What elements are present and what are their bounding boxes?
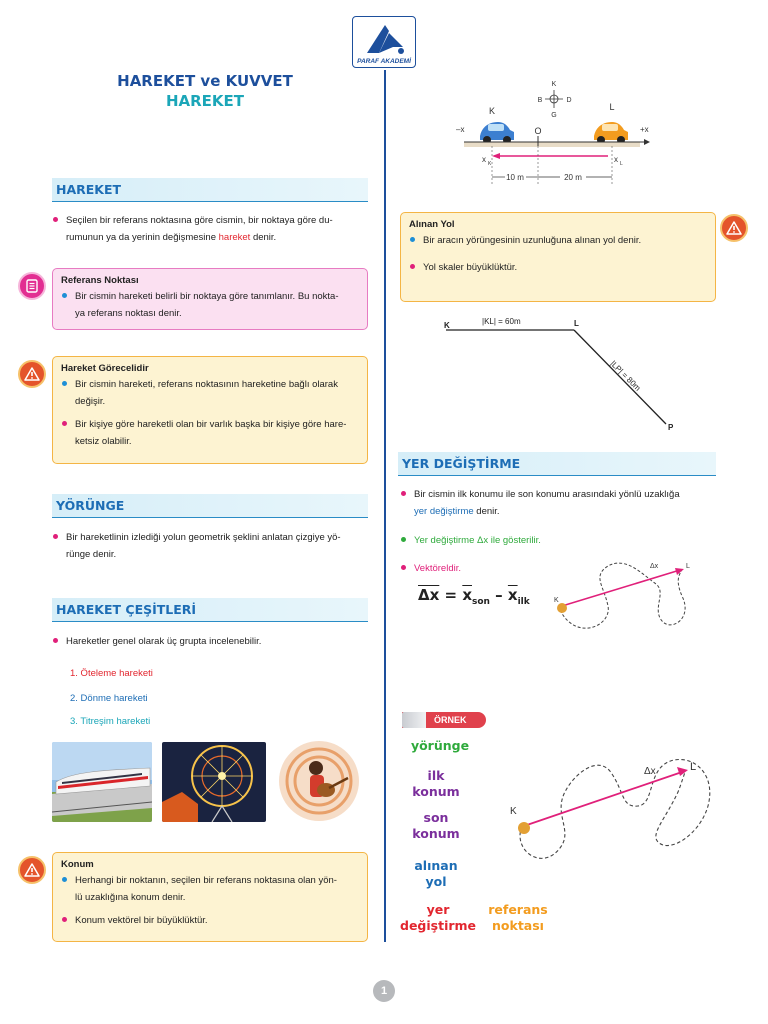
compass-b: B — [537, 97, 543, 104]
referans-noktasi-box — [52, 268, 368, 330]
word-ilk: ilk — [427, 768, 445, 783]
word-noktasi: noktası — [492, 918, 544, 933]
logo-text: PARAF AKADEMİ — [357, 58, 411, 65]
word-yer: yer — [426, 902, 450, 917]
word-son: son — [423, 810, 449, 825]
referans-box-text — [61, 288, 359, 322]
formula-x1: $\overline{x}$ — [462, 586, 472, 604]
list-item-titresim: 3. Titreşim hareketi — [70, 716, 151, 727]
displacement-formula — [418, 586, 530, 607]
ornek-l: L — [690, 761, 697, 773]
section-heading-cesitleri: HAREKET ÇEŞİTLERİ — [52, 598, 368, 622]
yer-highlight: yer değiştirme — [414, 506, 474, 517]
xk-label: x — [482, 155, 486, 164]
page-number: 1 — [373, 980, 395, 1002]
konum-bullet-2: Konum vektörel bir büyüklüktür. — [61, 912, 359, 929]
train-photo — [52, 742, 152, 822]
word-degistirme: değiştirme — [400, 918, 477, 933]
orange-car-icon — [594, 122, 628, 144]
notebook-icon — [18, 272, 46, 300]
point-k: K — [444, 321, 450, 330]
cesitleri-intro: Hareketler genel olarak üç grupta incelenebilir. — [52, 633, 368, 650]
gorecelidir-b2-line1: Bir kişiye göre hareketli olan bir varlık başka bir kişiye göre hare- — [75, 419, 347, 430]
alinan-yol-bullet-2: Yol skaler büyüklüktür. — [409, 259, 707, 276]
xk-sub: K — [488, 161, 492, 167]
pos-x-label: +x — [640, 125, 649, 134]
word-konum-1: konum — [412, 784, 460, 799]
formula-eq: = — [439, 586, 463, 604]
yer-degistirme-symbol: Yer değiştirme Δx ile gösterilir. — [400, 532, 716, 549]
yorunge-definition — [52, 529, 368, 563]
lp-length: |LP| = 80m — [608, 359, 643, 393]
logo-mark-icon — [363, 21, 407, 57]
ornek-k: K — [510, 806, 517, 817]
gorecelidir-b1-line1: Bir cismin hareketi, referans noktasının hareketine bağlı olarak — [75, 379, 338, 390]
warning-icon-alinan-yol — [720, 214, 748, 242]
formula-lhs: $\overline{\Delta x}$ — [418, 586, 440, 604]
blue-car-icon — [480, 122, 514, 144]
alinan-yol-box — [400, 212, 716, 302]
formula-x2: $\overline{x}$ — [507, 586, 518, 604]
ferris-wheel-photo — [162, 742, 266, 822]
traj-l: L — [686, 563, 690, 570]
hareket-line2-post: denir. — [250, 232, 277, 243]
distance-20m: 20 m — [564, 173, 582, 182]
gorecelidir-bullet-2 — [61, 416, 359, 450]
kl-length: |KL| = 60m — [482, 317, 521, 326]
ornek-trajectory-diagram — [504, 752, 722, 876]
section-heading-hareket: HAREKET — [52, 178, 368, 202]
neg-x-label: –x — [456, 125, 465, 134]
konum-b1-line2: lü uzaklığına konum denir. — [75, 892, 186, 903]
compass-d: D — [566, 97, 572, 104]
word-referans: referans — [488, 902, 548, 917]
yer-degistirme-vector: Vektöreldir. — [400, 560, 550, 577]
section-heading-yorunge: YÖRÜNGE — [52, 494, 368, 518]
gorecelidir-box-title: Hareket Görecelidir — [61, 363, 149, 374]
paraf-akademi-logo — [352, 16, 416, 68]
konum-b1-line1: Herhangi bir noktanın, seçilen bir referans noktasına olan yön- — [75, 875, 337, 886]
compass-k: K — [551, 81, 557, 88]
yorunge-line1: Bir hareketlinin izlediği yolun geometrik şeklini anlatan çizgiye yö- — [66, 532, 341, 543]
warning-icon — [18, 360, 46, 388]
xl-sub: L — [620, 161, 623, 167]
section-heading-yer-degistirme: YER DEĞİŞTİRME — [398, 452, 716, 476]
list-item-donme: 2. Dönme hareketi — [70, 693, 148, 704]
list-item-oteleme: 1. Öteleme hareketi — [70, 668, 153, 679]
distance-10m: 10 m — [506, 173, 524, 182]
word-konum-2: konum — [412, 826, 460, 841]
word-yorunge: yörünge — [410, 738, 470, 753]
column-divider — [384, 70, 386, 942]
yer-degistirme-definition — [400, 486, 716, 520]
guitar-player-photo — [274, 738, 364, 824]
yer-line1: Bir cismin ilk konumu ile son konumu arasındaki yönlü uzaklığa — [414, 489, 680, 500]
konum-bullet-1 — [61, 872, 359, 906]
path-klp-diagram — [438, 310, 678, 436]
traj-k: K — [554, 597, 559, 604]
formula-sub2: ilk — [517, 597, 530, 607]
car-k-label: K — [488, 106, 496, 116]
hareket-line1: Seçilen bir referans noktasına göre cismin, bir noktaya göre du- — [66, 215, 333, 226]
alinan-yol-bullet-1: Bir aracın yörüngesinin uzunluğuna alınan yol denir. — [409, 232, 707, 249]
ornek-dx: Δx — [644, 766, 656, 777]
yer-line2-post: denir. — [473, 506, 500, 517]
yorunge-line2: rünge denir. — [66, 549, 117, 560]
position-axis-diagram — [452, 76, 662, 188]
konum-box — [52, 852, 368, 942]
konum-box-title: Konum — [61, 859, 94, 870]
alinan-yol-title: Alınan Yol — [409, 219, 455, 230]
traj-dx: Δx — [650, 563, 659, 570]
word-yol: yol — [425, 874, 447, 889]
page-subtitle: HAREKET — [165, 92, 245, 110]
hareket-line2-pre: rumunun ya da yerinin değişmesine — [66, 232, 219, 243]
formula-sub1: son — [472, 597, 490, 607]
compass-icon — [545, 90, 563, 108]
gorecelidir-b1-line2: değişir. — [75, 396, 106, 407]
referans-line2: ya referans noktası denir. — [75, 308, 182, 319]
hareket-highlight: hareket — [218, 232, 251, 243]
point-p: P — [668, 423, 674, 432]
point-l: L — [574, 319, 579, 328]
word-alinan: alınan — [414, 858, 458, 873]
car-l-label: L — [609, 102, 615, 112]
xl-label: x — [614, 155, 618, 164]
page-title: HAREKET ve KUVVET — [117, 72, 293, 90]
ornek-badge: ÖRNEK — [402, 712, 486, 728]
referans-line1: Bir cismin hareketi belirli bir noktaya göre tanımlanır. Bu nokta- — [75, 291, 339, 302]
gorecelidir-box — [52, 356, 368, 464]
warning-icon-konum — [18, 856, 46, 884]
formula-minus: – — [489, 586, 508, 604]
compass-g: G — [551, 112, 557, 119]
gorecelidir-b2-line2: ketsiz olabilir. — [75, 436, 132, 447]
gorecelidir-bullet-1 — [61, 376, 359, 410]
displacement-trajectory-diagram — [546, 556, 706, 652]
hareket-definition — [52, 212, 368, 246]
origin-label: O — [534, 126, 542, 136]
referans-box-title: Referans Noktası — [61, 275, 139, 286]
